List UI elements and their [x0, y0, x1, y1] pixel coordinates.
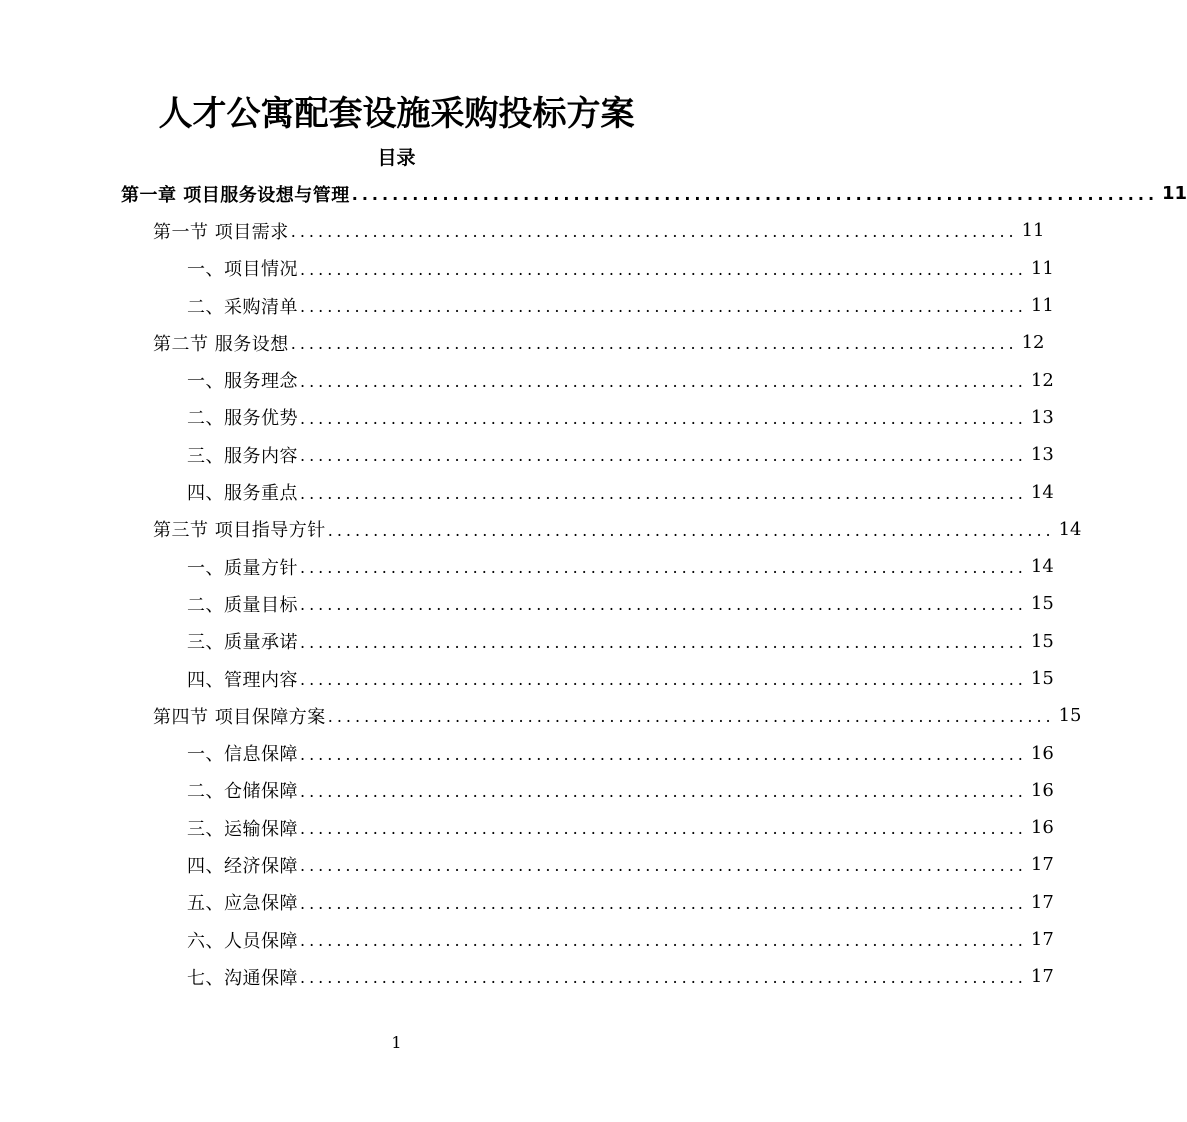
toc-entry-title: 第一节 项目需求: [153, 221, 289, 243]
toc-entry[interactable]: [0, 772, 1054, 809]
toc-dot-leader: ................................................................................: [300, 595, 1027, 615]
toc-dot-leader: ................................................................................: [300, 744, 1027, 764]
toc-entry-page: 11: [1030, 257, 1054, 279]
toc-dot-leader: ................................................................................: [351, 185, 1159, 205]
toc-entry-page: 12: [1021, 332, 1045, 354]
toc-entry-page: 13: [1030, 444, 1054, 466]
toc-entry-page: 15: [1030, 630, 1054, 652]
toc-entry-title: 五、应急保障: [187, 893, 298, 915]
toc-entry[interactable]: [0, 324, 1045, 361]
toc-dot-leader: ................................................................................: [300, 446, 1027, 466]
toc-entry-title: 二、质量目标: [187, 594, 298, 616]
toc-entry[interactable]: [0, 623, 1054, 660]
toc-heading: 目录: [377, 147, 416, 169]
toc-entry[interactable]: [0, 697, 1082, 734]
toc-entry-page: 16: [1030, 742, 1054, 764]
toc-entry-title: 二、服务优势: [187, 408, 298, 430]
toc-entry-page: 15: [1030, 668, 1054, 689]
toc-entry-title: 一、信息保障: [187, 744, 298, 766]
toc-entry-title: 六、人员保障: [187, 930, 298, 952]
toc-entry-page: 14: [1058, 518, 1082, 540]
toc-entry-title: 三、运输保障: [187, 818, 298, 840]
toc-entry-page: 11: [1162, 183, 1187, 205]
toc-dot-leader: ................................................................................: [290, 222, 1018, 242]
toc-dot-leader: ................................................................................: [300, 781, 1027, 801]
toc-entry-page: 16: [1030, 779, 1054, 801]
toc-entry-title: 二、仓储保障: [187, 781, 298, 803]
table-of-contents: [0, 175, 1187, 996]
toc-dot-leader: ................................................................................: [300, 856, 1027, 876]
toc-entry-title: 二、采购清单: [187, 296, 298, 318]
toc-entry-title: 一、项目情况: [187, 259, 298, 281]
toc-entry[interactable]: [0, 846, 1054, 883]
toc-entry-title: 一、服务理念: [187, 371, 298, 393]
toc-dot-leader: ................................................................................: [300, 558, 1027, 578]
toc-dot-leader: ................................................................................: [300, 968, 1027, 988]
toc-entry-page: 17: [1030, 854, 1054, 876]
toc-entry-title: 四、经济保障: [187, 855, 298, 877]
toc-entry[interactable]: [0, 958, 1054, 995]
toc-dot-leader: ................................................................................: [300, 670, 1027, 689]
toc-entry-title: 七、沟通保障: [187, 967, 298, 989]
page-number: 1: [391, 1033, 402, 1052]
toc-entry[interactable]: [0, 548, 1054, 585]
toc-entry-title: 三、服务内容: [187, 445, 298, 467]
toc-entry[interactable]: [0, 287, 1054, 324]
toc-dot-leader: ................................................................................: [327, 520, 1055, 540]
toc-entry-page: 16: [1030, 817, 1054, 839]
toc-entry-title: 第一章 项目服务设想与管理: [121, 184, 350, 206]
toc-dot-leader: ................................................................................: [300, 893, 1027, 913]
toc-entry-page: 11: [1021, 220, 1045, 242]
toc-entry-title: 第四节 项目保障方案: [153, 706, 326, 728]
toc-entry[interactable]: [0, 809, 1054, 846]
toc-entry-page: 12: [1030, 369, 1054, 391]
toc-entry-title: 三、质量承诺: [187, 632, 298, 654]
toc-entry[interactable]: [0, 473, 1054, 510]
toc-entry[interactable]: [0, 511, 1082, 548]
toc-entry[interactable]: [0, 734, 1054, 771]
toc-dot-leader: ................................................................................: [300, 371, 1027, 391]
toc-entry-page: 13: [1030, 406, 1054, 428]
toc-dot-leader: ................................................................................: [300, 297, 1027, 317]
toc-entry-title: 四、服务重点: [187, 483, 298, 505]
toc-entry[interactable]: [0, 585, 1054, 622]
toc-entry-title: 一、质量方针: [187, 557, 298, 579]
toc-entry-page: 17: [1030, 966, 1054, 988]
toc-dot-leader: ................................................................................: [300, 408, 1027, 428]
toc-dot-leader: ................................................................................: [327, 707, 1055, 727]
toc-entry[interactable]: [0, 399, 1054, 436]
toc-entry-title: 第二节 服务设想: [153, 333, 289, 355]
toc-entry[interactable]: [0, 250, 1054, 287]
toc-entry-page: 14: [1030, 556, 1054, 578]
toc-entry[interactable]: [0, 660, 1054, 697]
toc-entry-page: 17: [1030, 891, 1054, 913]
toc-dot-leader: ................................................................................: [300, 259, 1027, 279]
toc-dot-leader: ................................................................................: [300, 819, 1027, 839]
toc-dot-leader: ................................................................................: [300, 632, 1027, 652]
toc-entry-page: 14: [1030, 481, 1054, 503]
toc-entry-page: 17: [1030, 929, 1054, 951]
toc-entry-page: 11: [1030, 295, 1054, 317]
toc-entry-page: 15: [1058, 705, 1082, 727]
toc-dot-leader: ................................................................................: [290, 334, 1018, 354]
toc-entry[interactable]: [0, 212, 1045, 249]
toc-entry[interactable]: [0, 361, 1054, 398]
toc-entry[interactable]: [0, 175, 1187, 212]
toc-entry[interactable]: [0, 921, 1054, 958]
toc-dot-leader: ................................................................................: [300, 483, 1027, 503]
toc-dot-leader: ................................................................................: [300, 931, 1027, 951]
toc-entry-page: 15: [1030, 593, 1054, 615]
document-title: 人才公寓配套设施采购投标方案: [158, 94, 635, 134]
toc-entry-title: 第三节 项目指导方针: [153, 520, 326, 542]
toc-entry[interactable]: [0, 884, 1054, 921]
toc-entry[interactable]: [0, 436, 1054, 473]
toc-entry-title: 四、管理内容: [187, 669, 298, 691]
